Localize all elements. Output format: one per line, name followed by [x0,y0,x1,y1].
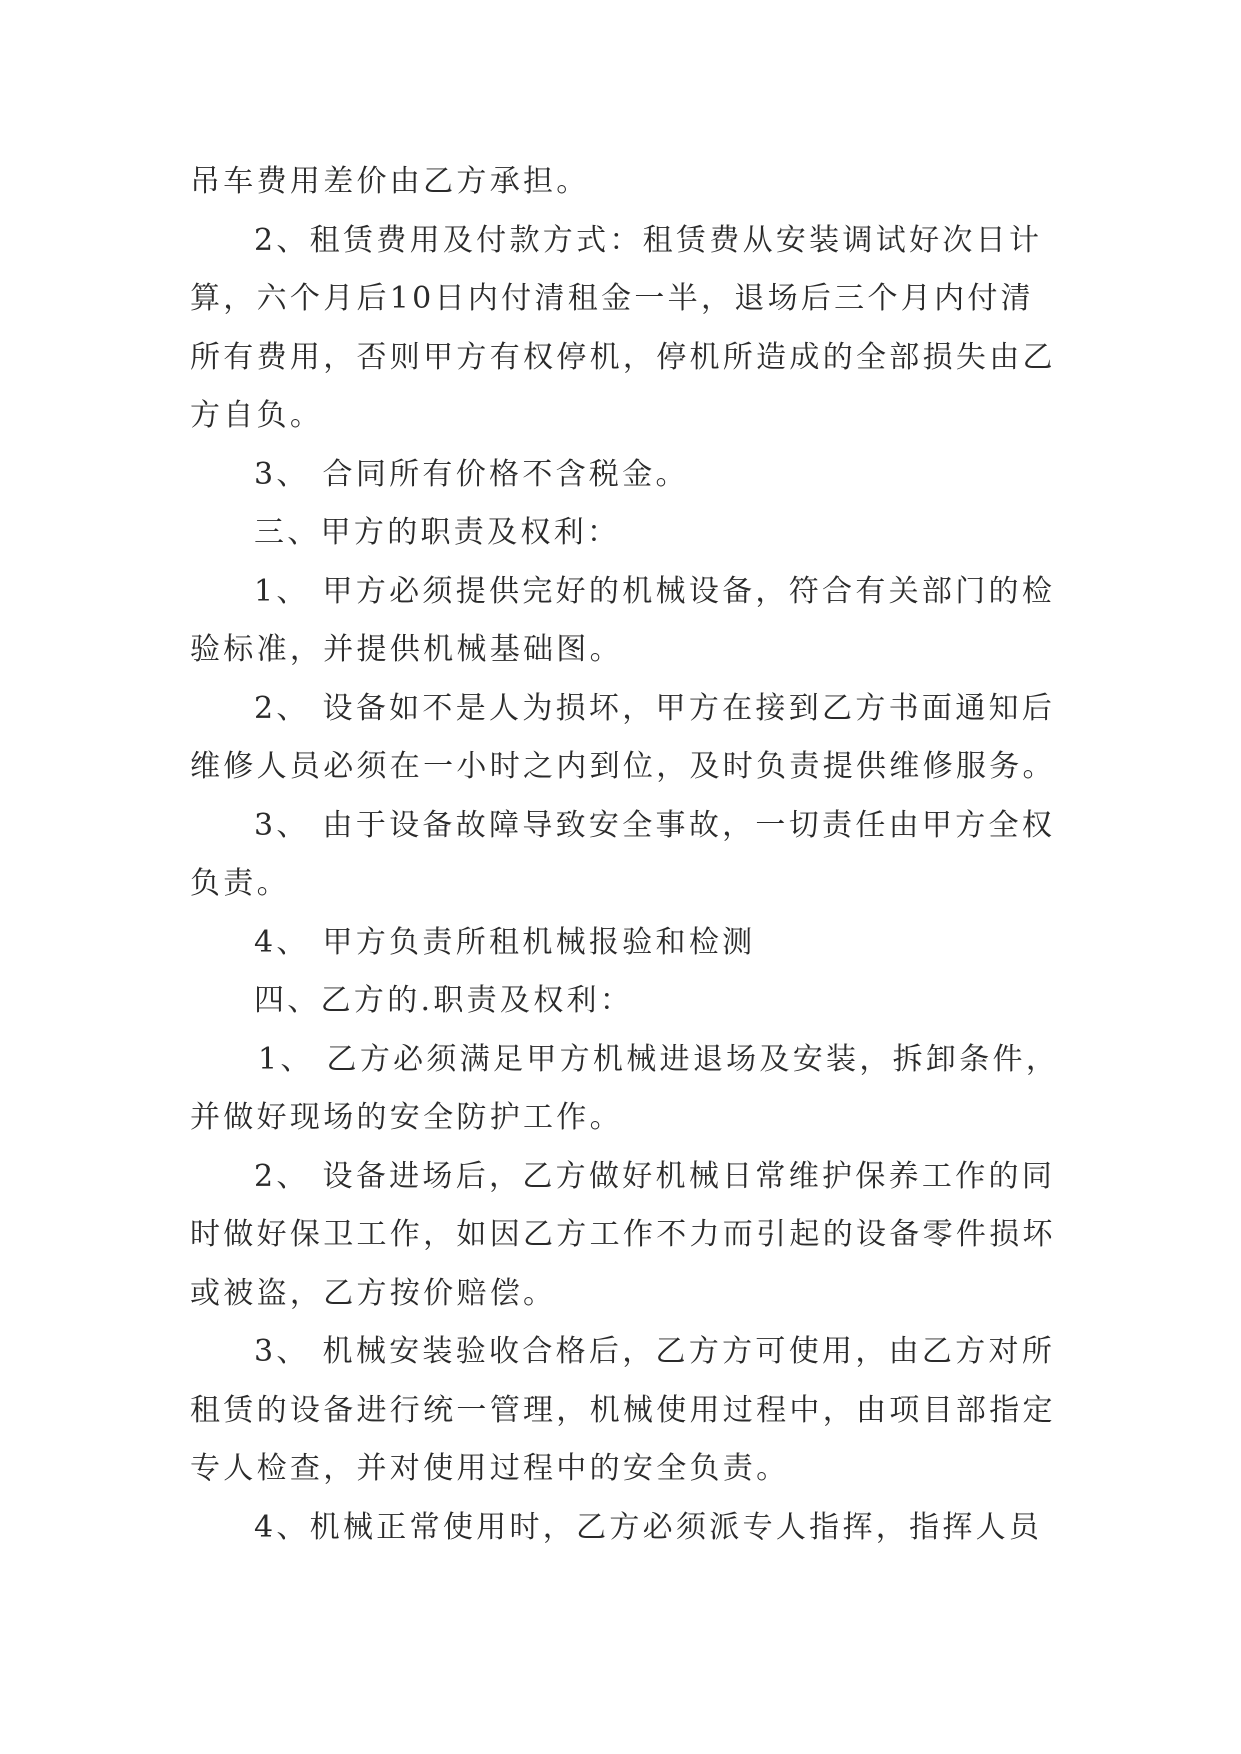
text-line: 2、 设备进场后，乙方做好机械日常维护保养工作的同 [254,1158,1056,1194]
text-line: 2、租赁费用及付款方式：租赁费从安装调试好次日计 [254,222,1043,258]
text-line: 3、 机械安装验收合格后，乙方方可使用，由乙方对所 [254,1334,1056,1369]
document-body [190,153,1070,1557]
text-line: 专人检查，并对使用过程中的安全负责。 [190,1451,790,1486]
text-line: 负责。 [190,866,290,901]
text-line: 3、 由于设备故障导致安全事故，一切责任由甲方全权 [254,807,1056,843]
text-line: 方自负。 [190,398,324,433]
text-line: 租赁的设备进行统一管理，机械使用过程中，由项目部指定 [190,1392,1056,1428]
text-line: 维修人员必须在一小时之内到位，及时负责提供维修服务。 [190,749,1056,784]
text-line: 验标准，并提供机械基础图。 [190,632,623,667]
text-line: 时做好保卫工作，如因乙方工作不力而引起的设备零件损坏 [190,1217,1056,1252]
text-line: 或被盗，乙方按价赔偿。 [190,1275,557,1311]
text-line: 4、机械正常使用时，乙方必须派专人指挥，指挥人员 [254,1509,1043,1545]
section-heading: 四、乙方的.职责及权利： [254,983,634,1018]
text-line: 算，六个月后10日内付清租金一半，退场后三个月内付清 [190,281,1034,316]
text-line: 2、 设备如不是人为损坏，甲方在接到乙方书面通知后 [254,690,1056,726]
text-line: 吊车费用差价由乙方承担。 [190,164,590,199]
text-line: 并做好现场的安全防护工作。 [190,1100,623,1135]
section-heading: 三、甲方的职责及权利： [254,515,621,550]
text-line: 3、 合同所有价格不含税金。 [254,456,689,492]
text-line: 1、 乙方必须满足甲方机械进退场及安装，拆卸条件， [258,1041,1060,1077]
text-line: 4、 甲方负责所租机械报验和检测 [254,924,756,960]
text-line: 所有费用，否则甲方有权停机，停机所造成的全部损失由乙 [190,339,1056,375]
text-line: 1、 甲方必须提供完好的机械设备，符合有关部门的检 [254,573,1056,609]
